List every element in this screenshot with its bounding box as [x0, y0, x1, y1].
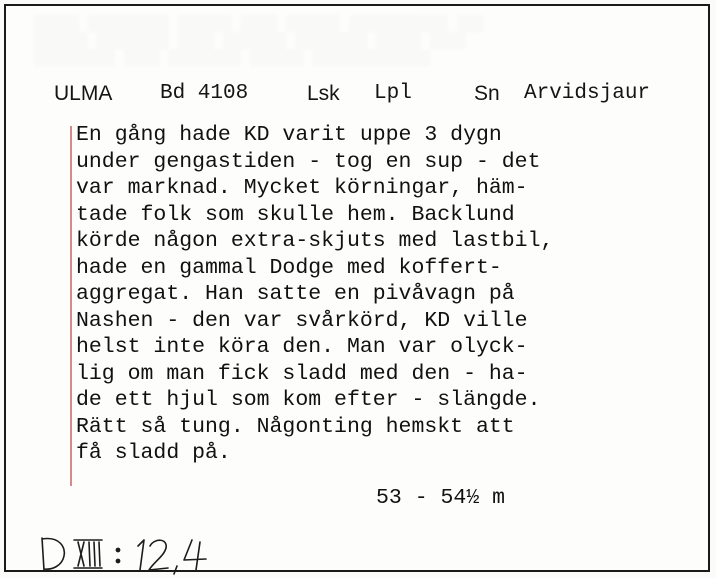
- text-line: de ett hjul som kom efter - slängde.: [76, 388, 541, 412]
- volume-number: Bd 4108: [160, 82, 249, 105]
- text-line: Rätt så tung. Någonting hemskt att: [76, 414, 515, 439]
- page-reference: 53 - 54½ m: [376, 486, 506, 510]
- reverse-side-bleed-through: ▒▒▒▒▒ ▒▒▒▒▒▒▒▒▒ ▒▒▒▒▒▒ ▒▒▒▒ ▒▒▒▒▒▒ ▒▒▒▒▒▒▒▒▒▒▒ ▒▒▒ ▒▒▒▒▒▒ ▒▒▒▒▒▒▒▒ ▒▒▒▒ ▒▒▒▒▒▒▒ ▒▒▒▒▒▒▒▒ ▒▒▒▒▒ ▒▒▒▒ ▒▒▒▒▒▒▒▒▒ ▒▒▒▒ ▒▒▒▒▒▒▒▒ ▒▒▒▒▒▒ ▒▒▒▒▒▒▒▒▒▒▒▒▒: [34, 16, 485, 67]
- text-line: hade en gammal Dodge med koffert-: [76, 255, 502, 280]
- red-margin-line: [70, 126, 72, 486]
- text-line: under gengastiden - tog en sup - det: [76, 149, 541, 174]
- transcript-text: [76, 122, 553, 467]
- text-line: aggregat. Han satte en pivåvagn på: [76, 282, 515, 306]
- text-line: körde någon extra-skjuts med lastbil,: [76, 229, 554, 253]
- text-line: var marknad. Mycket körningar, häm-: [76, 176, 528, 200]
- text-line: Nashen - den var svårkörd, KD ville: [76, 308, 528, 333]
- text-line: helst inte köra den. Man var olyck-: [76, 335, 528, 359]
- socken-name: Arvidsjaur: [524, 82, 651, 105]
- landskap-place-label: Lpl: [374, 82, 412, 105]
- archive-card: [4, 4, 710, 572]
- text-line: tade folk som skulle hem. Backlund: [76, 202, 515, 227]
- handwritten-signature: [36, 528, 236, 578]
- landskap-label: Lsk: [307, 82, 340, 105]
- archive-code: ULMA: [54, 82, 113, 105]
- text-line: En gång hade KD varit uppe 3 dygn: [76, 123, 502, 147]
- text-line: lig om man fick sladd med den - ha-: [76, 361, 528, 386]
- text-line: få sladd på.: [76, 441, 231, 465]
- socken-label: Sn: [474, 82, 500, 105]
